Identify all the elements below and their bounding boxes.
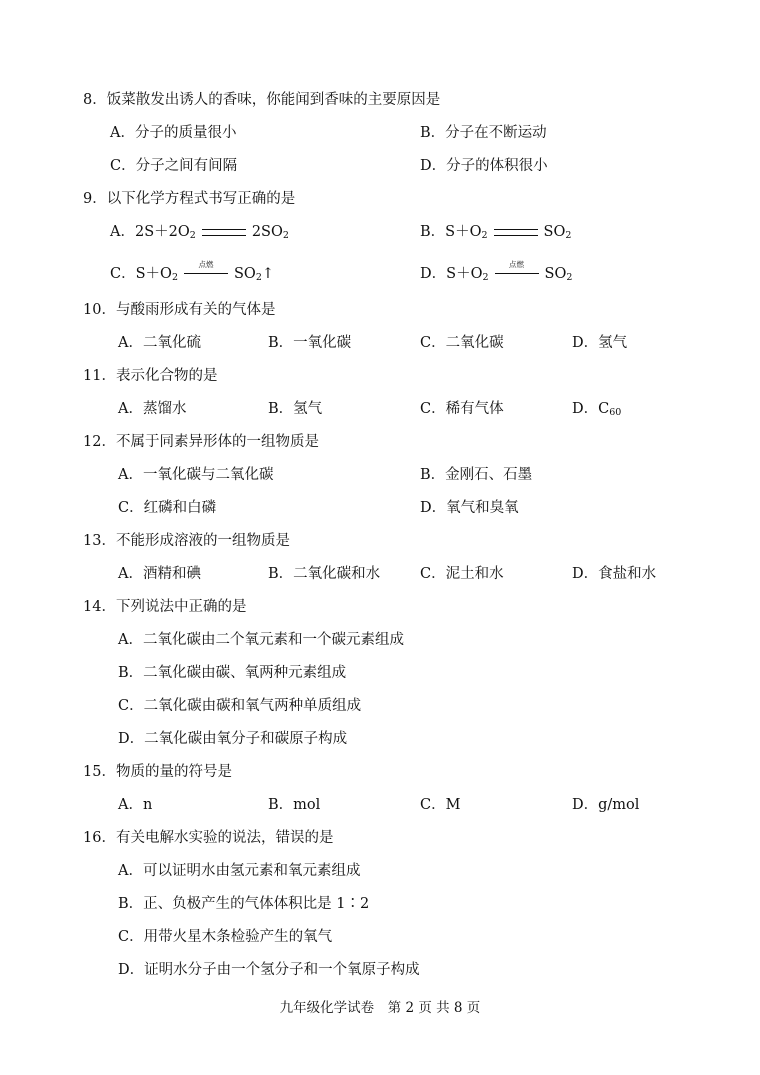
subscript: 2	[171, 272, 178, 283]
q9-option-c	[110, 260, 275, 284]
q13-option-b: B．二氧化碳和水	[268, 566, 381, 582]
q8-option-a: A．分子的质量很小	[110, 125, 237, 141]
subscript: 2	[481, 230, 488, 241]
q15-option-a: A．n	[118, 797, 153, 813]
q10-option-c: C．二氧化碳	[420, 335, 504, 351]
question-15-stem: 15．物质的量的符号是	[83, 764, 232, 780]
subscript: 2	[282, 230, 289, 241]
q11-option-a: A．蒸馏水	[118, 401, 187, 417]
q14-option-a: A．二氧化碳由二个氧元素和一个碳元素组成	[118, 632, 404, 648]
equation-lhs: S＋O	[135, 266, 172, 282]
equals-sign	[494, 229, 538, 236]
q9-option-b	[420, 222, 571, 242]
q12-option-b: B．金刚石、石墨	[420, 467, 533, 483]
subscript: 2	[255, 272, 262, 283]
q16-option-b: B．正、负极产生的气体体积比是 1∶2	[118, 896, 370, 912]
equation-lhs: S＋O	[446, 266, 483, 282]
q10-option-d: D．氢气	[572, 335, 628, 351]
question-16-stem: 16．有关电解水实验的说法，错误的是	[83, 830, 334, 846]
q16-option-c: C．用带火星木条检验产生的氧气	[118, 929, 333, 945]
q9-option-d	[420, 260, 573, 284]
q11-option-c: C．稀有气体	[420, 401, 504, 417]
subscript: 60	[609, 407, 622, 418]
equation-lhs: S＋O	[445, 224, 482, 240]
equation-rhs: SO	[543, 224, 566, 240]
subscript: 2	[189, 230, 196, 241]
gas-arrow-icon: ↑	[261, 266, 275, 282]
subscript: 2	[565, 230, 572, 241]
q8-option-b: B．分子在不断运动	[420, 125, 547, 141]
question-11-stem: 11．表示化合物的是	[83, 368, 218, 384]
equation-lhs: 2S＋2O	[134, 224, 190, 240]
question-14-stem: 14．下列说法中正确的是	[83, 599, 247, 615]
q13-option-d: D．食盐和水	[572, 566, 657, 582]
question-8-stem: 8．饭菜散发出诱人的香味，你能闻到香味的主要原因是	[83, 92, 441, 108]
equals-sign	[202, 229, 246, 236]
q9-option-a	[110, 222, 289, 242]
question-12-stem: 12．不属于同素异形体的一组物质是	[83, 434, 319, 450]
q14-option-b: B．二氧化碳由碳、氧两种元素组成	[118, 665, 347, 681]
option-label: A．	[110, 224, 135, 240]
option-label: C．	[110, 266, 136, 282]
q16-option-d: D．证明水分子由一个氢分子和一个氧原子构成	[118, 962, 420, 978]
option-text: D．C	[572, 401, 610, 417]
q14-option-d: D．二氧化碳由氧分子和碳原子构成	[118, 731, 348, 747]
reaction-condition: 点燃	[198, 260, 214, 269]
question-9-stem: 9．以下化学方程式书写正确的是	[83, 191, 296, 207]
q11-option-d	[572, 399, 621, 419]
q10-option-b: B．一氧化碳	[268, 335, 352, 351]
q14-option-c: C．二氧化碳由碳和氧气两种单质组成	[118, 698, 362, 714]
reaction-arrow-line	[495, 260, 539, 275]
q12-option-a: A．一氧化碳与二氧化碳	[118, 467, 274, 483]
q15-option-d: D．g/mol	[572, 797, 640, 813]
reaction-arrow-line	[184, 260, 228, 275]
question-10-stem: 10．与酸雨形成有关的气体是	[83, 302, 276, 318]
q8-option-c: C．分子之间有间隔	[110, 158, 238, 174]
q15-option-c: C．M	[420, 797, 461, 813]
question-13-stem: 13．不能形成溶液的一组物质是	[83, 533, 290, 549]
equation-rhs: 2SO	[251, 224, 283, 240]
equation-rhs: SO	[544, 266, 567, 282]
q15-option-b: B．mol	[268, 797, 321, 813]
subscript: 2	[566, 272, 573, 283]
q11-option-b: B．氢气	[268, 401, 323, 417]
q12-option-d: D．氧气和臭氧	[420, 500, 519, 516]
q8-option-d: D．分子的体积很小	[420, 158, 548, 174]
option-label: D．	[420, 266, 447, 282]
option-label: B．	[420, 224, 446, 240]
reaction-condition: 点燃	[509, 260, 525, 269]
page-footer: 九年级化学试卷 第 2 页 共 8 页	[279, 1000, 481, 1016]
q16-option-a: A．可以证明水由氢元素和氧元素组成	[118, 863, 361, 879]
q12-option-c: C．红磷和白磷	[118, 500, 217, 516]
q10-option-a: A．二氧化硫	[118, 335, 201, 351]
q13-option-a: A．酒精和碘	[118, 566, 201, 582]
q13-option-c: C．泥土和水	[420, 566, 504, 582]
subscript: 2	[482, 272, 489, 283]
equation-rhs: SO	[233, 266, 256, 282]
